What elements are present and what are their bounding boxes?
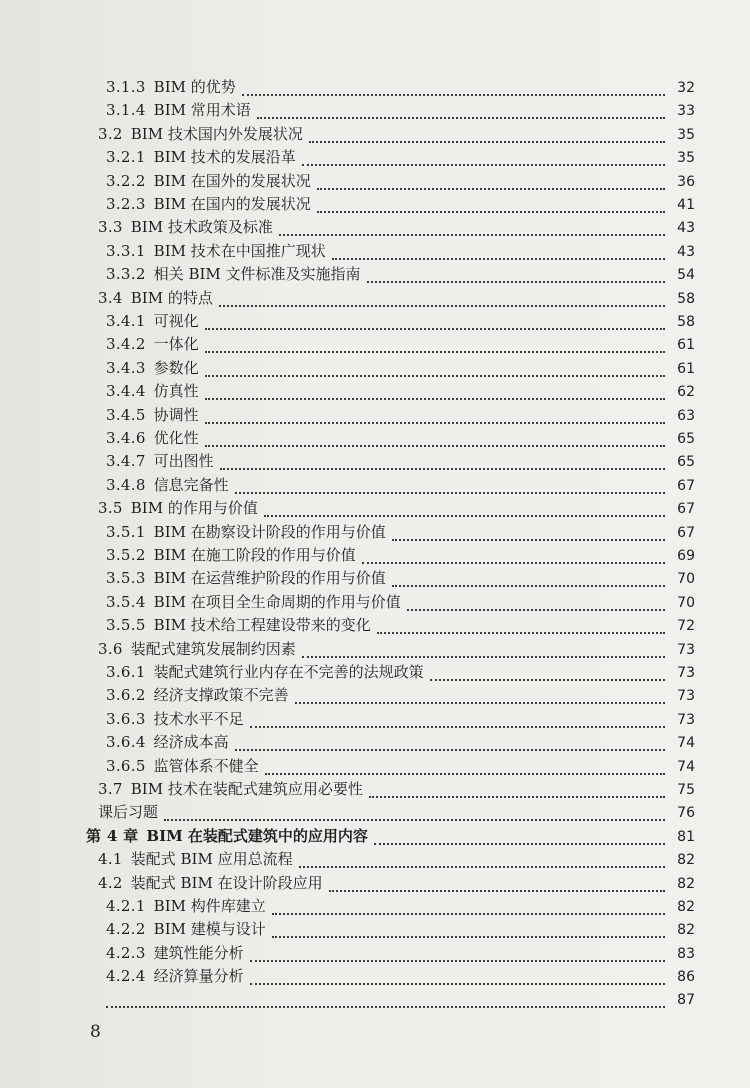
toc-entry[interactable] (98, 287, 695, 310)
dot-leader (235, 481, 665, 494)
toc-entry-number: 3.4.2 (106, 335, 146, 354)
toc-entry-title: BIM 在装配式建筑中的应用内容 (146, 826, 368, 845)
toc-entry-title: 经济算量分析 (153, 967, 244, 986)
toc-entry-page: 82 (677, 899, 695, 915)
toc-entry-page: 32 (677, 80, 695, 96)
toc-entry-number: 3.4.1 (106, 312, 146, 330)
toc-entry-number: 3.6.5 (106, 756, 146, 775)
toc-entry[interactable] (106, 731, 695, 754)
toc-entry-number: 3.6.2 (106, 686, 146, 705)
dot-leader (302, 153, 665, 166)
toc-entry-page: 70 (677, 571, 695, 588)
toc-entry[interactable] (106, 661, 695, 684)
toc-entry-page: 35 (677, 150, 695, 167)
toc-entry[interactable] (106, 965, 695, 988)
toc-entry-number: 3.1.4 (106, 101, 146, 120)
dot-leader (309, 130, 665, 143)
dot-leader (332, 247, 665, 260)
dot-leader (392, 574, 665, 587)
toc-entry-number: 3.4.6 (106, 429, 146, 447)
toc-entry[interactable] (106, 380, 695, 403)
toc-entry-number: 4.2.3 (106, 943, 146, 962)
dot-leader (257, 106, 665, 119)
dot-leader (407, 598, 665, 611)
toc-entry-page: 43 (677, 220, 695, 237)
toc-entry-title: 可出图性 (153, 452, 214, 471)
dot-leader (302, 645, 665, 658)
toc-entry[interactable] (98, 216, 695, 239)
dot-leader (250, 972, 665, 985)
toc-entry[interactable] (106, 146, 695, 169)
dot-leader (374, 832, 665, 845)
toc-entry-number: 第 4 章 (86, 826, 139, 845)
toc-entry-page: 76 (677, 805, 695, 822)
toc-entry-number: 3.6 (98, 639, 123, 658)
toc-entry-number: 3.1.3 (106, 78, 146, 96)
toc-entry-number: 3.5.2 (106, 546, 146, 564)
toc-entry-page: 36 (677, 173, 695, 190)
dot-leader (392, 528, 665, 541)
toc-entry-number: 3.4.8 (106, 475, 146, 494)
dot-leader (299, 855, 665, 868)
toc-entry-number: 4.2.4 (106, 967, 146, 986)
toc-entry[interactable] (106, 193, 695, 216)
toc-entry-number: 3.2.2 (106, 171, 146, 190)
toc-entry-number: 4.2.1 (106, 897, 146, 915)
toc-entry[interactable] (106, 99, 695, 122)
toc-entry[interactable] (106, 544, 695, 567)
toc-entry[interactable] (106, 333, 695, 356)
toc-entry-number: 3.6.1 (106, 663, 146, 681)
toc-entry-number: 3.5.1 (106, 522, 146, 541)
toc-entry-title: 一体化 (153, 335, 199, 354)
toc-entry-page: 82 (677, 852, 695, 869)
dot-leader (265, 762, 665, 775)
toc-entry[interactable] (106, 263, 695, 286)
toc-entry-title: BIM 的优势 (153, 78, 236, 96)
toc-entry-page: 65 (677, 454, 695, 471)
toc-entry-page: 87 (677, 991, 695, 1008)
toc-entry-number: 3.5 (98, 499, 123, 518)
toc-entry[interactable] (106, 708, 695, 731)
toc-entry-number: 3.2.3 (106, 195, 146, 213)
toc-entry[interactable] (98, 778, 695, 801)
dot-leader (264, 504, 665, 517)
toc-entry-title: 装配式建筑行业内存在不完善的法规政策 (153, 663, 424, 681)
toc-entry-title: 信息完备性 (153, 475, 229, 494)
toc-entry[interactable] (106, 918, 695, 941)
toc-entry[interactable] (98, 872, 695, 895)
toc-entry[interactable] (106, 942, 695, 965)
toc-entry-page: 54 (677, 267, 695, 284)
toc-entry[interactable] (106, 310, 695, 333)
dot-leader (164, 808, 665, 821)
toc-entry-title: BIM 构件库建立 (153, 897, 266, 915)
toc-entry-page: 41 (677, 197, 695, 213)
dot-leader (205, 364, 665, 377)
toc-entry-number: 3.6.4 (106, 733, 146, 752)
dot-leader (279, 223, 665, 236)
toc-entry-page: 74 (677, 758, 695, 775)
toc-entry-number: 3.4.3 (106, 358, 146, 377)
toc-entry-title: 仿真性 (153, 382, 199, 401)
toc-entry-page: 70 (677, 594, 695, 611)
toc-entry-page: 67 (677, 501, 695, 518)
toc-entry-number: 3.3 (98, 218, 123, 237)
toc-entry-title: 优化性 (153, 429, 199, 447)
toc-entry-page: 73 (677, 641, 695, 658)
dot-leader (369, 785, 665, 798)
dot-leader (235, 738, 665, 751)
dot-leader (329, 879, 665, 892)
toc-entry-number: 3.7 (98, 780, 123, 798)
toc-entry-title: BIM 在运营维护阶段的作用与价值 (153, 569, 386, 588)
toc-entry[interactable] (106, 755, 695, 778)
toc-entry-number: 3.5.4 (106, 592, 146, 611)
toc-entry[interactable] (106, 614, 695, 637)
dot-leader (272, 902, 665, 915)
toc-entry-page: 82 (677, 875, 695, 892)
dot-leader (250, 949, 665, 962)
toc-entry-number: 3.2.1 (106, 148, 146, 167)
dot-leader (377, 621, 665, 634)
toc-entry[interactable] (106, 357, 695, 380)
toc-entry[interactable] (106, 521, 695, 544)
toc-entry-title: 建筑性能分析 (153, 943, 244, 962)
toc-entry-number: 3.4 (98, 288, 123, 307)
toc-entry-page: 62 (677, 384, 695, 401)
toc-entry-title: 经济支撑政策不完善 (153, 686, 289, 705)
dot-leader (219, 294, 665, 307)
dot-leader (367, 270, 665, 283)
dot-leader (317, 177, 665, 190)
toc-entry-title: BIM 技术政策及标准 (130, 218, 273, 237)
toc-entry-title: BIM 在项目全生命周期的作用与价值 (153, 592, 401, 611)
toc-entry-number: 3.6.3 (106, 709, 146, 728)
toc-entry-title: 装配式建筑发展制约因素 (130, 639, 296, 658)
toc-entry[interactable] (106, 474, 695, 497)
page-number: 8 (90, 1022, 101, 1042)
toc-entry-page: 35 (677, 126, 695, 143)
toc-entry-page: 63 (677, 407, 695, 424)
toc-entry-title: 技术水平不足 (153, 709, 244, 728)
toc-entry[interactable] (106, 404, 695, 427)
toc-entry-page: 82 (677, 922, 695, 939)
dot-leader (250, 715, 665, 728)
dot-leader (317, 200, 665, 213)
toc-entry-title: BIM 技术在中国推广现状 (153, 241, 326, 260)
toc-entry-number: 3.5.3 (106, 569, 146, 588)
toc-entry-page: 86 (677, 969, 695, 986)
toc-entry-page: 61 (677, 337, 695, 354)
toc-entry[interactable] (106, 567, 695, 590)
toc-entry-page: 81 (677, 828, 695, 845)
toc-entry-page: 67 (677, 524, 695, 541)
toc-entry-number: 4.1 (98, 850, 123, 869)
toc-entry[interactable] (106, 240, 695, 263)
toc-entry-title: BIM 的作用与价值 (130, 499, 258, 518)
dot-leader (362, 551, 665, 564)
toc-entry-title: BIM 在施工阶段的作用与价值 (153, 546, 356, 564)
toc-entry[interactable] (106, 989, 695, 1011)
toc-entry[interactable] (98, 801, 695, 824)
toc-entry[interactable] (98, 848, 695, 871)
toc-entry-title: 相关 BIM 文件标准及实施指南 (153, 265, 361, 284)
toc-entry-number: 3.3.1 (106, 241, 146, 260)
toc-entry-title: BIM 的特点 (130, 288, 213, 307)
toc-entry-page: 73 (677, 711, 695, 728)
toc-entry[interactable] (106, 76, 695, 99)
toc-entry-title: 参数化 (153, 358, 199, 377)
toc-entry-title: BIM 在国内的发展状况 (153, 195, 311, 213)
toc-entry-title: BIM 技术的发展沿革 (153, 148, 296, 167)
dot-leader (430, 668, 665, 681)
toc-entry-title: 装配式 BIM 在设计阶段应用 (130, 873, 323, 892)
toc-entry-title: 协调性 (153, 405, 199, 424)
toc-entry-number: 3.4.7 (106, 452, 146, 471)
toc-entry-page: 33 (677, 103, 695, 120)
dot-leader (205, 434, 665, 447)
toc-entry-page: 73 (677, 665, 695, 681)
toc-entry-title: 课后习题 (98, 803, 159, 822)
toc-entry-title: BIM 在勘察设计阶段的作用与价值 (153, 522, 386, 541)
dot-leader (205, 317, 665, 330)
toc-entry-number: 3.4.5 (106, 405, 146, 424)
toc-entry-page: 43 (677, 243, 695, 260)
dot-leader (205, 340, 665, 353)
toc-entry-page: 58 (677, 290, 695, 307)
toc-entry[interactable] (106, 684, 695, 707)
toc-entry-title: 可视化 (153, 312, 199, 330)
toc-entry-page: 69 (677, 548, 695, 564)
toc-entry-page: 73 (677, 688, 695, 705)
toc-entry-title: BIM 技术在装配式建筑应用必要性 (130, 780, 363, 798)
toc-entry[interactable] (106, 591, 695, 614)
toc-entry-title: 经济成本高 (153, 733, 229, 752)
toc-entry[interactable] (106, 427, 695, 450)
toc-entry-title: 装配式 BIM 应用总流程 (130, 850, 293, 869)
toc-entry-page: 65 (677, 431, 695, 447)
toc-entry[interactable] (106, 895, 695, 918)
toc-entry[interactable] (106, 450, 695, 473)
toc-entry[interactable] (98, 638, 695, 661)
toc-entry-title: 监管体系不健全 (153, 756, 259, 775)
dot-leader (205, 387, 665, 400)
dot-leader (205, 411, 665, 424)
toc-entry-number: 3.5.5 (106, 616, 146, 635)
toc-entry-page: 72 (677, 618, 695, 635)
toc-entry-number: 3.2 (98, 124, 123, 143)
toc-entry-title: BIM 技术给工程建设带来的变化 (153, 616, 371, 635)
toc-entry[interactable] (98, 123, 695, 146)
toc-entry-page: 83 (677, 945, 695, 962)
toc-entry-title: BIM 技术国内外发展状况 (130, 124, 303, 143)
toc-entry-title: BIM 建模与设计 (153, 920, 266, 939)
toc-entry-number: 3.3.2 (106, 265, 146, 284)
dot-leader (220, 457, 665, 470)
toc-entry-title: BIM 在国外的发展状况 (153, 171, 311, 190)
toc-entry-page: 67 (677, 477, 695, 494)
toc-entry[interactable] (106, 170, 695, 193)
dot-leader (295, 691, 665, 704)
toc-entry-title: BIM 常用术语 (153, 101, 251, 120)
dot-leader (106, 995, 665, 1008)
toc-entry-page: 61 (677, 360, 695, 377)
toc-entry-number: 4.2 (98, 873, 123, 892)
toc-entry-page: 75 (677, 782, 695, 798)
toc-entry-page: 74 (677, 735, 695, 752)
toc-entry-page: 58 (677, 314, 695, 330)
dot-leader (242, 83, 665, 96)
toc-entry-number: 3.4.4 (106, 382, 146, 401)
toc-entry-number: 4.2.2 (106, 920, 146, 939)
dot-leader (272, 925, 665, 938)
toc-entry[interactable] (98, 497, 695, 520)
toc-entry[interactable] (86, 825, 695, 848)
